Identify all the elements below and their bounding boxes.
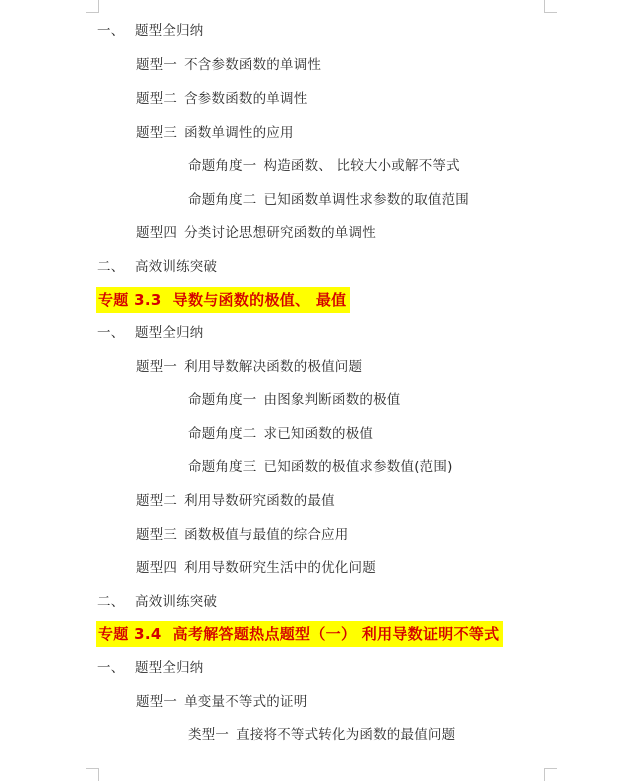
item-text: 题型全归纳 — [135, 325, 204, 341]
outline-topic — [136, 55, 321, 75]
item-text: 已知函数的极值求参数值(范围) — [263, 459, 453, 475]
item-text: 含参数函数的单调性 — [184, 91, 308, 107]
chapter-title: 导数与函数的极值、 最值 — [172, 291, 347, 309]
item-text: 构造函数、 比较大小或解不等式 — [263, 158, 460, 174]
outline-subtopic — [188, 424, 373, 444]
item-text: 求已知函数的极值 — [263, 426, 374, 442]
item-text: 利用导数研究生活中的优化问题 — [184, 560, 376, 576]
item-text: 已知函数单调性求参数的取值范围 — [263, 192, 469, 208]
outline-topic — [136, 692, 307, 712]
item-number: 题型三 — [136, 125, 178, 141]
item-text: 不含参数函数的单调性 — [184, 57, 322, 73]
item-number: 命题角度一 — [188, 392, 257, 408]
item-text: 分类讨论思想研究函数的单调性 — [184, 225, 376, 241]
item-text: 高效训练突破 — [135, 594, 218, 610]
item-text: 高效训练突破 — [135, 259, 218, 275]
crop-mark-bottom-left — [86, 768, 99, 781]
item-number: 题型一 — [136, 694, 178, 710]
item-text: 函数单调性的应用 — [184, 125, 294, 141]
crop-mark-bottom-right — [544, 768, 557, 781]
item-text: 题型全归纳 — [135, 660, 204, 676]
outline-subtopic — [188, 156, 460, 176]
outline-subtopic — [188, 390, 401, 410]
item-text: 函数极值与最值的综合应用 — [184, 527, 349, 543]
item-number: 题型四 — [136, 225, 178, 241]
crop-mark-top-left — [86, 0, 99, 13]
item-text: 利用导数解决函数的极值问题 — [184, 359, 363, 375]
outline-topic — [136, 123, 294, 143]
outline-topic — [136, 89, 307, 109]
item-number: 一、 — [97, 660, 125, 676]
item-number: 题型二 — [136, 91, 178, 107]
outline-section — [97, 323, 204, 343]
chapter-title: 高考解答题热点题型（一） 利用导数证明不等式 — [172, 625, 500, 643]
chapter-heading-3-4 — [96, 621, 503, 647]
item-number: 一、 — [97, 325, 125, 341]
outline-topic — [136, 357, 362, 377]
item-number: 二、 — [97, 259, 125, 275]
outline-section — [97, 658, 204, 678]
item-text: 直接将不等式转化为函数的最值问题 — [236, 727, 456, 743]
outline-section — [97, 257, 217, 277]
item-text: 由图象判断函数的极值 — [263, 392, 401, 408]
item-number: 一、 — [97, 23, 125, 39]
item-number: 命题角度一 — [188, 158, 257, 174]
item-number: 题型一 — [136, 57, 178, 73]
item-text: 题型全归纳 — [135, 23, 204, 39]
chapter-number: 专题 3.4 — [98, 625, 162, 643]
item-number: 命题角度二 — [188, 192, 257, 208]
outline-subtopic — [188, 457, 453, 477]
item-number: 题型四 — [136, 560, 178, 576]
item-number: 类型一 — [188, 727, 230, 743]
outline-topic — [136, 491, 335, 511]
item-number: 命题角度二 — [188, 426, 257, 442]
chapter-number: 专题 3.3 — [98, 291, 162, 309]
outline-topic — [136, 525, 349, 545]
item-text: 单变量不等式的证明 — [184, 694, 308, 710]
item-number: 二、 — [97, 594, 125, 610]
item-number: 命题角度三 — [188, 459, 257, 475]
chapter-heading-3-3 — [96, 287, 350, 313]
outline-topic — [136, 223, 376, 243]
crop-mark-top-right — [544, 0, 557, 13]
outline-section — [97, 21, 204, 41]
item-number: 题型二 — [136, 493, 178, 509]
outline-section — [97, 592, 217, 612]
item-number: 题型三 — [136, 527, 178, 543]
outline-topic — [136, 558, 376, 578]
item-number: 题型一 — [136, 359, 178, 375]
outline-subtopic — [188, 725, 455, 745]
item-text: 利用导数研究函数的最值 — [184, 493, 335, 509]
outline-subtopic — [188, 190, 469, 210]
